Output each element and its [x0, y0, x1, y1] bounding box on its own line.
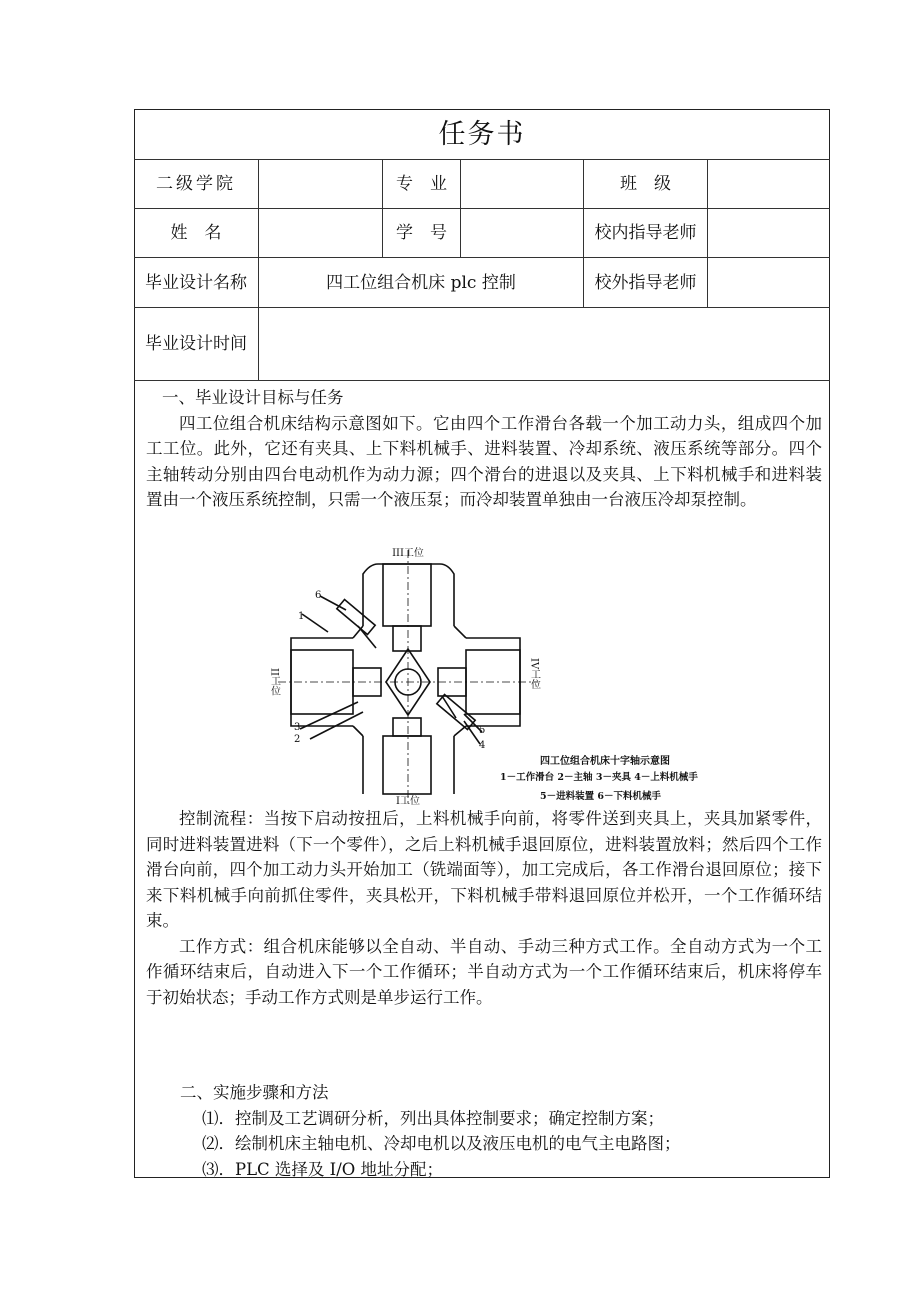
row-divider	[134, 380, 830, 381]
section-2-heading: 二、实施步骤和方法	[180, 1083, 329, 1102]
step-item: ⑴．控制及工艺调研分析，列出具体控制要求；确定控制方案；	[202, 1108, 664, 1128]
section-1-text	[146, 385, 822, 513]
figure-caption-line1: 1－工作滑台 2－主轴 3－夹具 4－上料机械手	[500, 772, 698, 783]
college-value	[259, 160, 382, 208]
name-value	[259, 209, 382, 257]
label-student-no: 学 号	[396, 223, 447, 243]
machine-diagram	[258, 546, 718, 806]
figure-caption-line2: 5－进料装置 6－下料机械手	[540, 791, 662, 802]
label-num-3: 3	[294, 722, 301, 733]
label-num-1: 1	[298, 611, 305, 622]
document-title: 任务书	[438, 118, 526, 150]
process-paragraph: 控制流程：当按下启动按扭后，上料机械手向前，将零件送到夹具上，夹具加紧零件，同时进料装置进料（下一个零件），之后上料机械手退回原位，进料装置放料；然后四个工作滑台向前，四个加工动力头开始加工（铣端面等），加工完成后，各工作滑台退回原位；接下来下料机械手向前抓住零件，夹具松开，下料机械手带料退回原位并松开，一个工作循环结束。	[146, 809, 822, 930]
step-item: ⑵．绘制机床主轴电机、冷却电机以及液压电机的电气主电路图；	[202, 1134, 681, 1153]
label-num-4: 4	[479, 740, 486, 751]
label-design-name: 毕业设计名称	[145, 272, 247, 293]
label-college: 二级学院	[156, 174, 236, 194]
label-name: 姓 名	[170, 223, 222, 243]
label-design-time: 毕业设计时间	[145, 334, 247, 354]
label-class: 班 级	[620, 174, 671, 194]
label-num-2: 2	[294, 734, 301, 745]
section-1-continued	[146, 806, 822, 1010]
label-num-6: 6	[315, 590, 322, 601]
label-pos-top: III工位	[392, 548, 424, 559]
cross-axis-diagram	[258, 546, 718, 806]
label-pos-bottom: I工位	[396, 796, 420, 806]
label-num-5: 5	[479, 725, 486, 736]
student-no-value	[461, 209, 583, 257]
inner-advisor-value	[708, 209, 830, 257]
label-pos-left: II工位	[268, 668, 280, 696]
label-inner-advisor: 校内指导老师	[594, 223, 697, 243]
label-major: 专 业	[396, 174, 447, 194]
figure-caption-title: 四工位组合机床十字轴示意图	[540, 756, 670, 767]
step-item: ⑶．PLC 选择及 I/O 地址分配；	[202, 1159, 444, 1179]
section-1-heading: 一、毕业设计目标与任务	[162, 388, 344, 407]
major-value	[461, 160, 583, 208]
outer-advisor-value	[708, 258, 830, 307]
design-time-value	[259, 308, 830, 380]
section-2-text	[146, 1080, 822, 1182]
design-name-value: 四工位组合机床 plc 控制	[326, 272, 516, 293]
label-pos-right: IV工位	[528, 658, 540, 690]
class-value	[708, 160, 830, 208]
intro-paragraph: 四工位组合机床结构示意图如下。它由四个工作滑台各载一个加工动力头，组成四个加工工位。此外，它还有夹具、上下料机械手、进料装置、冷却系统、液压系统等部分。四个主轴转动分别由四台电动机作为动力源；四个滑台的进退以及夹具、上下料机械手和进料装置由一个液压系统控制，只需一个液压泵；而冷却装置单独由一台液压冷却泵控制。	[146, 413, 822, 509]
label-outer-advisor: 校外指导老师	[594, 272, 697, 293]
mode-paragraph: 工作方式：组合机床能够以全自动、半自动、手动三种方式工作。全自动方式为一个工作循环结束后，自动进入下一个工作循环；半自动方式为一个工作循环结束后，机床将停车于初始状态；手动工作方式则是单步运行工作。	[146, 936, 822, 1007]
